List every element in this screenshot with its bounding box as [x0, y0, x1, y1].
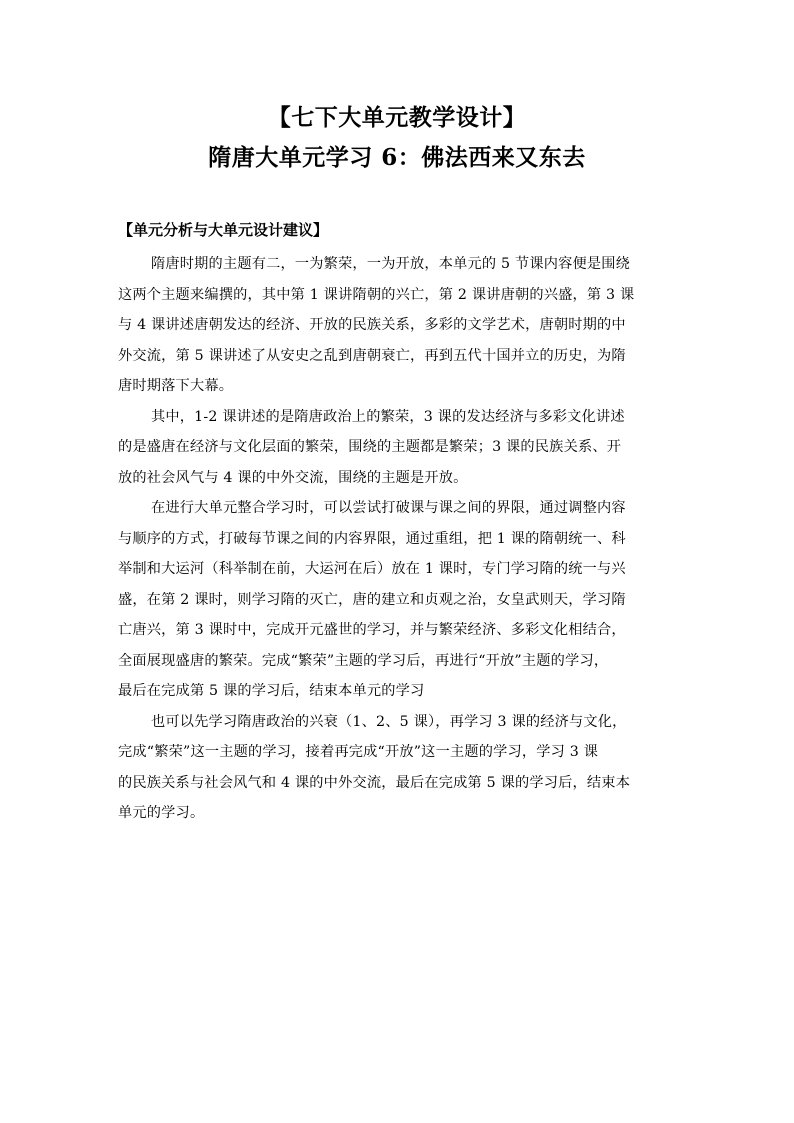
- paragraph-line: 放的社会风气与 4 课的中外交流，围绕的主题是开放。: [118, 469, 468, 486]
- paragraph-line: 亡唐兴，第 3 课时中，完成开元盛世的学习，并与繁荣经济、多彩文化相结合，: [118, 622, 626, 638]
- paragraph-line: 单元的学习。: [118, 805, 205, 821]
- paragraph-line: 也可以先学习隋唐政治的兴衰（1、2、5 课），再学习 3 课的经济与文化，: [151, 713, 627, 730]
- paragraph-line: 的民族关系与社会风气和 4 课的中外交流，最后在完成第 5 课的学习后，结束本: [118, 774, 631, 791]
- paragraph-line: 最后在完成第 5 课的学习后，结束本单元的学习: [118, 683, 425, 699]
- paragraph-line: 其中，1-2 课讲述的是隋唐政治上的繁荣，3 课的发达经济与多彩文化讲述: [151, 408, 625, 425]
- paragraph-line: 完成“繁荣”这一主题的学习，接着再完成“开放”这一主题的学习，学习 3 课: [118, 744, 599, 760]
- paragraph-line: 隋唐时期的主题有二，一为繁荣，一为开放，本单元的 5 节课内容便是围绕: [151, 256, 631, 272]
- paragraph-line: 举制和大运河（科举制在前，大运河在后）放在 1 课时，专门学习隋的统一与兴: [118, 561, 626, 577]
- title-block: [0, 98, 794, 178]
- paragraph-line: 与顺序的方式，打破每节课之间的内容界限，通过重组，把 1 课的隋朝统一、科: [118, 530, 626, 547]
- document-title-series: 【七下大单元教学设计】: [267, 104, 527, 131]
- section-heading: 【单元分析与大单元设计建议】: [118, 221, 329, 239]
- paragraph-line: 在进行大单元整合学习时，可以尝试打破课与课之间的界限，通过调整内容: [151, 500, 626, 516]
- document-title: 隋唐大单元学习 6：佛法西来又东去: [208, 144, 586, 171]
- body-text: [118, 249, 678, 829]
- paragraph-line: 盛，在第 2 课时，则学习隋的灭亡，唐的建立和贞观之治，女皇武则天，学习隋: [118, 591, 626, 608]
- paragraph-line: 全面展现盛唐的繁荣。完成“繁荣”主题的学习后，再进行“开放”主题的学习，: [118, 652, 609, 669]
- paragraph-line: 的是盛唐在经济与文化层面的繁荣，围绕的主题都是繁荣；3 课的民族关系、开: [118, 439, 622, 455]
- paragraph-line: 这两个主题来编撰的，其中第 1 课讲隋朝的兴亡，第 2 课讲唐朝的兴盛，第 3 课: [118, 286, 635, 303]
- paragraph-line: 与 4 课讲述唐朝发达的经济、开放的民族关系，多彩的文学艺术，唐朝时期的中: [118, 317, 626, 333]
- paragraph-line: 唐时期落下大幕。: [118, 378, 234, 394]
- paragraph-line: 外交流，第 5 课讲述了从安史之乱到唐朝衰亡，再到五代十国并立的历史，为隋: [118, 347, 626, 364]
